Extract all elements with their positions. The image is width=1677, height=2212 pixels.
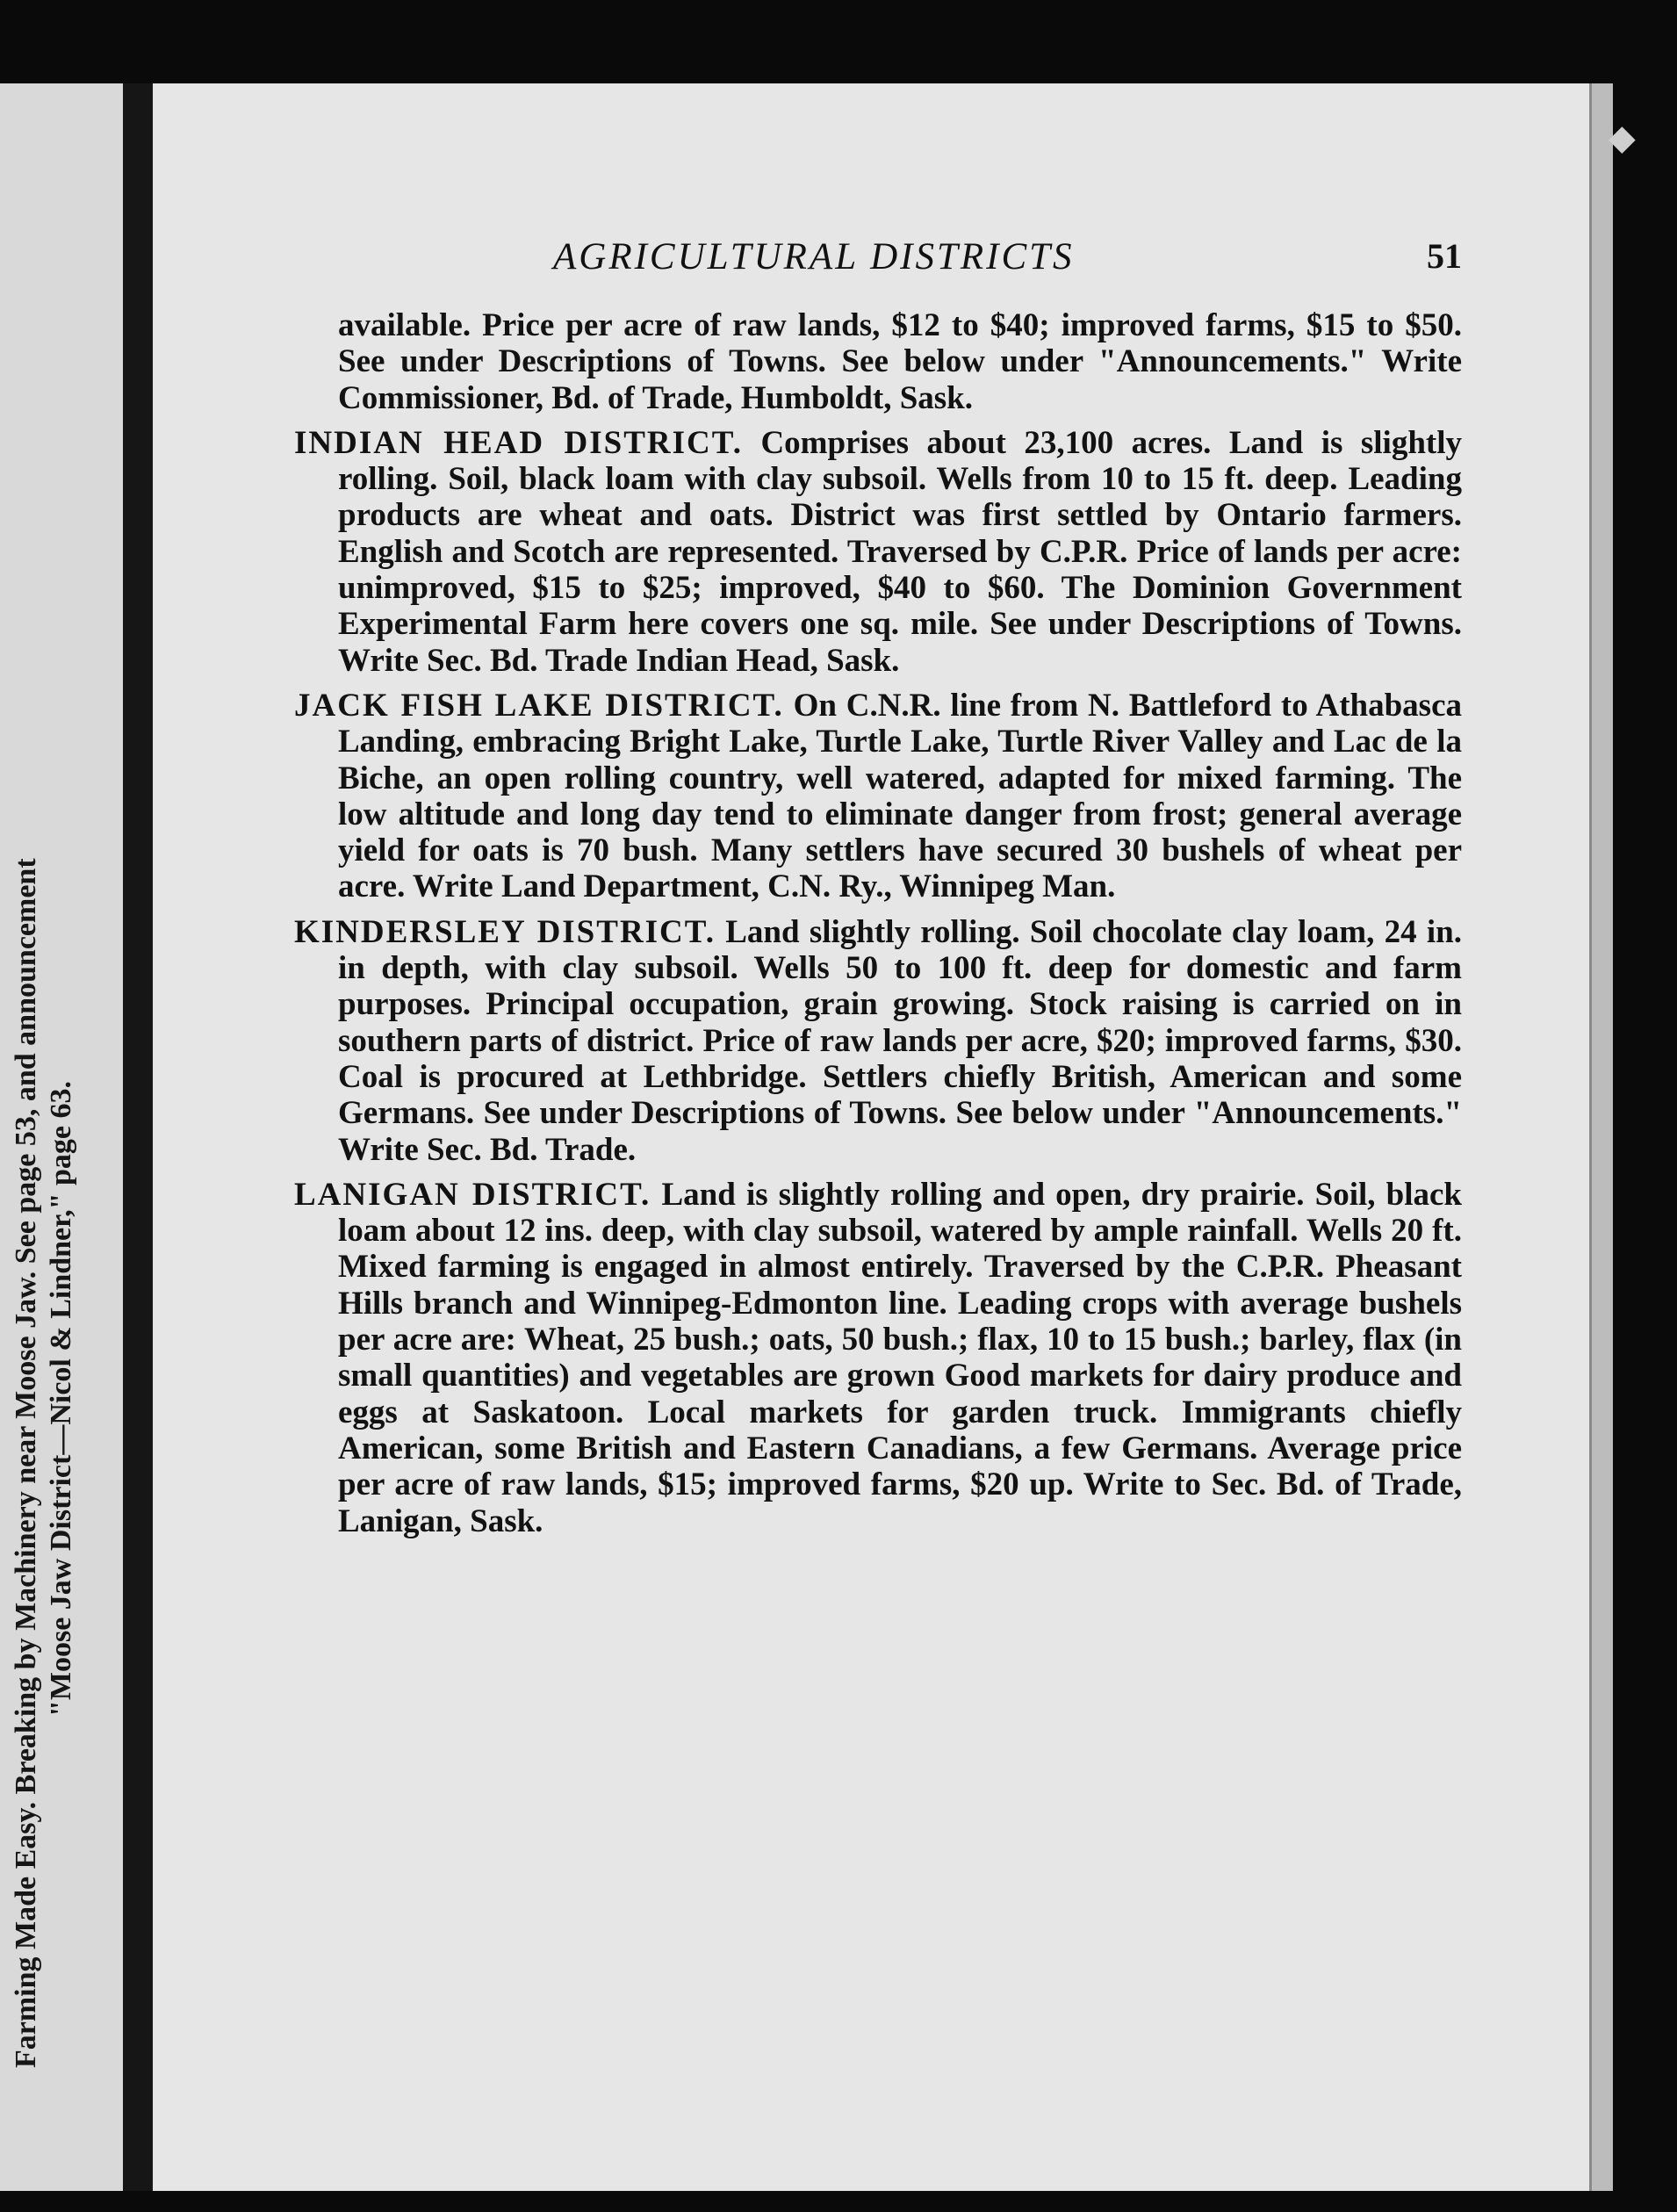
continued-paragraph: available. Price per acre of raw lands, $12 to $40; improved farms, $15 to $50. See under Descriptions of Towns. See below under "Announcements." Write Commissioner, Bd. of Trade, Humboldt, Sask. <box>338 307 1462 416</box>
facing-page <box>0 83 123 2191</box>
district-entry-lanigan <box>294 1177 1462 1539</box>
running-head: AGRICULTURAL DISTRICTS <box>553 236 1075 277</box>
district-heading: KINDERSLEY DISTRICT. <box>294 913 716 950</box>
district-heading: LANIGAN DISTRICT. <box>294 1176 651 1213</box>
district-text: On C.N.R. line from N. Battleford to Athabasca Landing, embracing Bright Lake, Turtle Lake, Turtle River Valley and Lac de la Biche, an open rolling country, well watered, adapted for mixed farming. The low altitude and long day tend to eliminate danger from frost; general average yield for oats is 70 bush. Many settlers have secured 30 bushels of wheat per acre. Write Land Department, C.N. Ry., Winnipeg Man. <box>338 687 1463 905</box>
district-text: Land slightly rolling. Soil chocolate clay loam, 24 in. in depth, with clay subsoil. Wells 50 to 100 ft. deep for domestic and farm purposes. Principal occupation, grain growing. Stock raising is carried on in southern parts of district. Price of raw lands per acre, $20; improved farms, $30. Coal is procured at Lethbridge. Settlers chiefly British, American and some Germans. See under Descriptions of Towns. See below under "Announcements." Write Sec. Bd. Trade. <box>338 913 1462 1168</box>
district-text: Comprises about 23,100 acres. Land is slightly rolling. Soil, black loam with clay subsoil. Wells from 10 to 15 ft. deep. Leading products are wheat and oats. District was first settled by Ontario farmers. English and Scotch are represented. Traversed by C.P.R. Price of lands per acre: unimproved, $15 to $25; improved, $40 to $60. The Dominion Government Experimental Farm here covers one sq. mile. See under Descriptions of Towns. Write Sec. Bd. Trade Indian Head, Sask. <box>338 424 1462 679</box>
district-entry-indian-head <box>294 425 1462 679</box>
smudge-mark-icon: ◆ <box>1609 118 1636 158</box>
book-gutter <box>123 83 153 2191</box>
page-number: 51 <box>1427 236 1462 276</box>
district-text: Land is slightly rolling and open, dry prairie. Soil, black loam about 12 ins. deep, with clay subsoil, watered by ample rainfall. Wells 20 ft. Mixed farming is engaged in almost entirely. Traversed by the C.P.R. Pheasant Hills branch and Winnipeg-Edmonton line. Leading crops with average bushels per acre are: Wheat, 25 bush.; oats, 50 bush.; flax, 10 to 15 bush.; barley, flax (in small quantities) and vegetables are grown Good markets for dairy produce and eggs at Saskatoon. Local markets for garden truck. Immigrants chiefly American, some British and Eastern Canadians, a few Germans. Average price per acre of raw lands, $15; improved farms, $20 up. Write to Sec. Bd. of Trade, Lanigan, Sask. <box>338 1176 1463 1539</box>
district-heading: JACK FISH LAKE DISTRICT. <box>294 687 784 724</box>
district-entry-kindersley <box>294 914 1462 1168</box>
side-caption-line-1: Farming Made Easy. Breaking by Machinery near Moose Jaw. See page 53, and announcement <box>10 858 42 2068</box>
district-entry-jack-fish-lake <box>294 688 1462 905</box>
side-caption <box>9 0 79 2094</box>
page-body <box>294 307 1462 1548</box>
side-caption-line-2: "Moose Jaw District—Nicol & Lindner," page 63. <box>45 1081 77 1717</box>
district-heading: INDIAN HEAD DISTRICT. <box>294 424 743 461</box>
page-edge <box>1589 83 1613 2191</box>
